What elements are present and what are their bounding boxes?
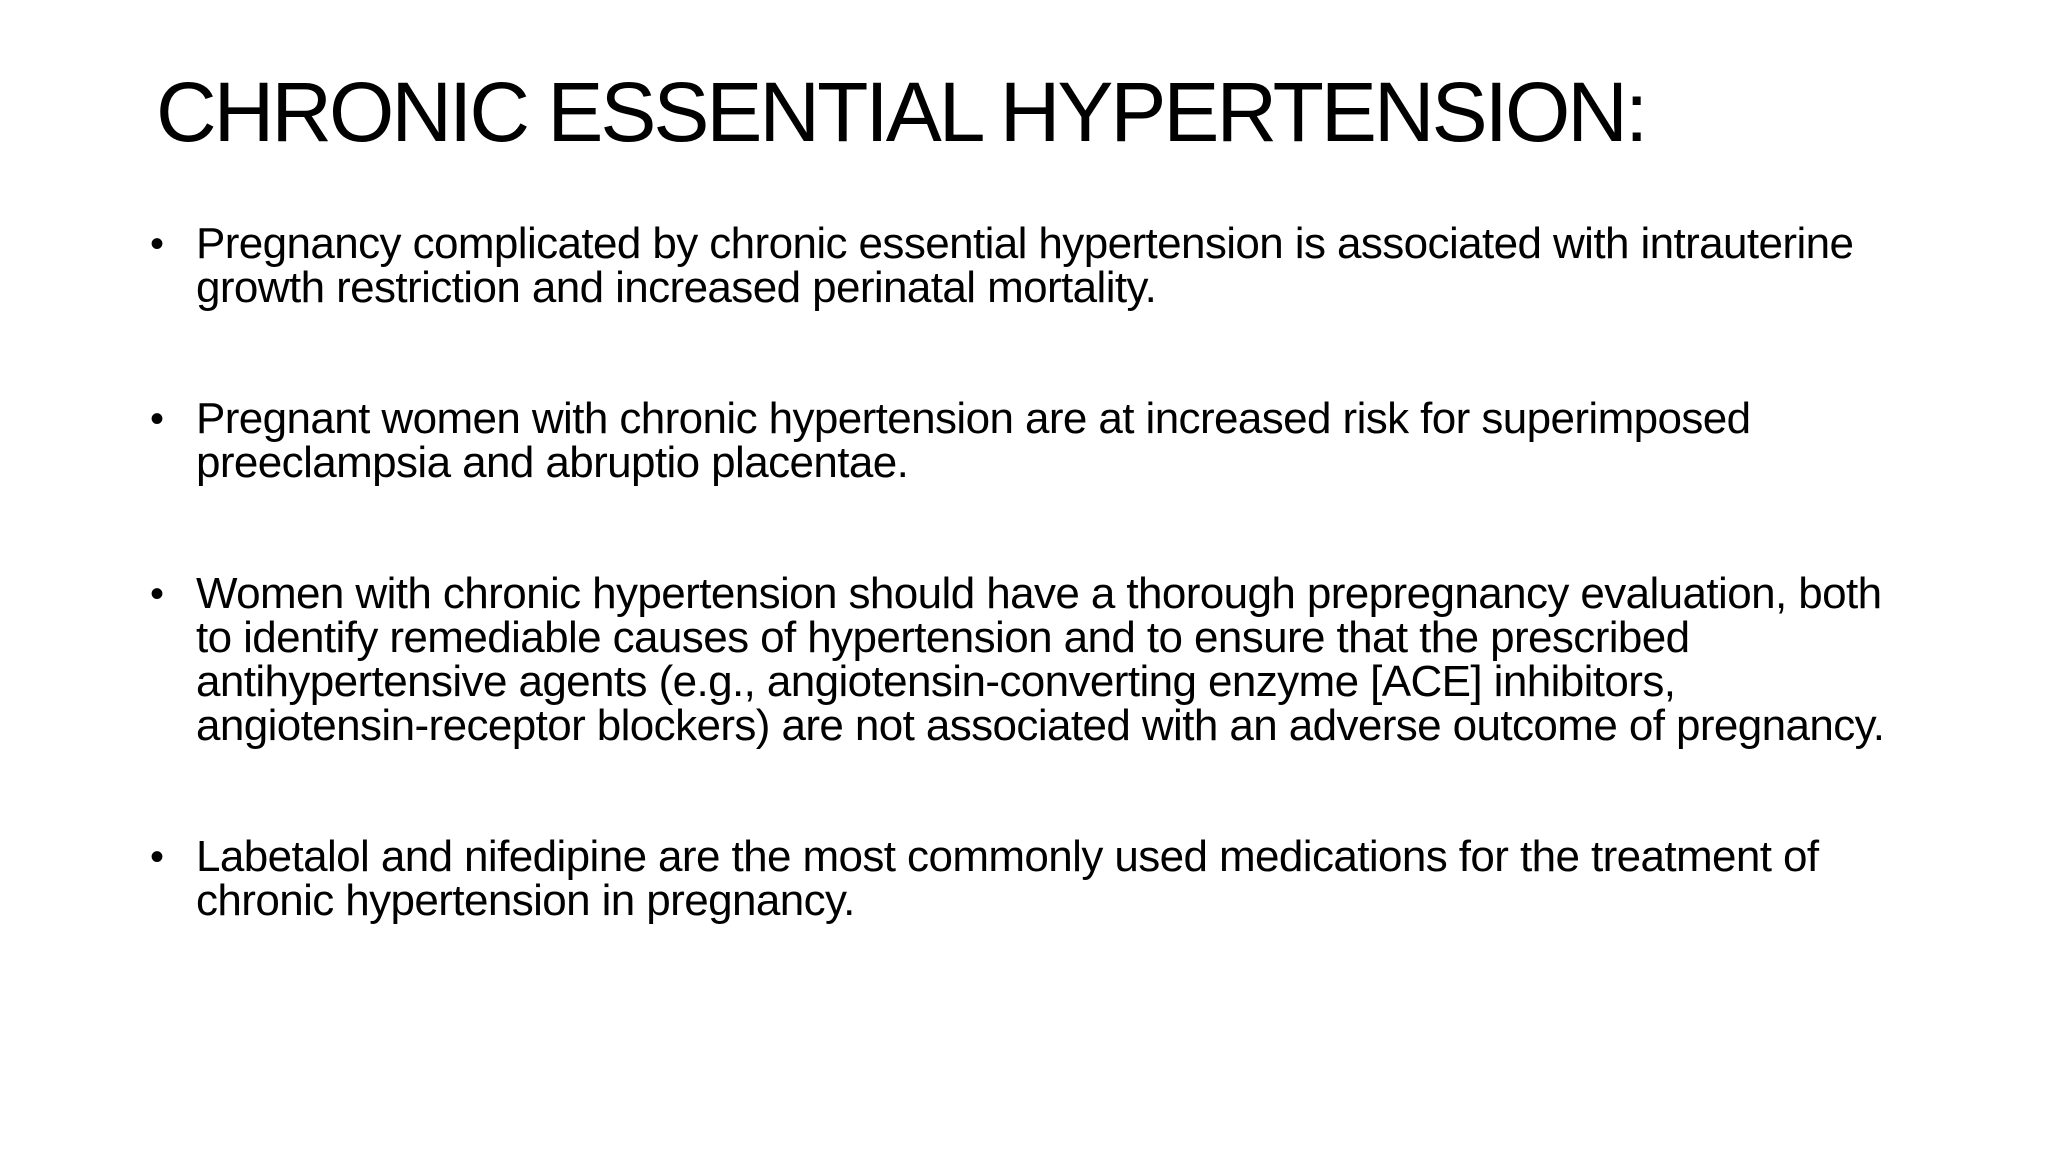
bullet-item-4 <box>150 832 1910 925</box>
slide-title: CHRONIC ESSENTIAL HYPERTENSION: <box>156 65 1646 159</box>
bullet-text: Labetalol and nifedipine are the most commonly used medications for the treatment of chronic hypertension in pregnancy. <box>196 832 1819 925</box>
bullet-text: Pregnancy complicated by chronic essential hypertension is associated with intrauterine growth restriction and increased perinatal mortality. <box>196 219 1854 312</box>
bullet-dot: • <box>150 397 164 441</box>
bullet-item-1 <box>150 219 1910 312</box>
bullet-item-2 <box>150 394 1910 487</box>
bullet-dot: • <box>150 222 164 266</box>
bullet-list <box>150 219 1910 925</box>
bullet-dot: • <box>150 835 164 879</box>
bullet-text: Women with chronic hypertension should have a thorough prepregnancy evaluation, both to identify remediable causes of hypertension and to ensure that the prescribed antihypertensive agents (e.g., angiotensin-converting enzyme [ACE] inhibitors, angiotensin-receptor blockers) are not associated with an adverse outcome of pregnancy. <box>196 569 1885 750</box>
bullet-dot: • <box>150 572 164 616</box>
bullet-text: Pregnant women with chronic hypertension are at increased risk for superimposed preeclampsia and abruptio placentae. <box>196 394 1751 487</box>
bullet-item-3 <box>150 569 1910 750</box>
